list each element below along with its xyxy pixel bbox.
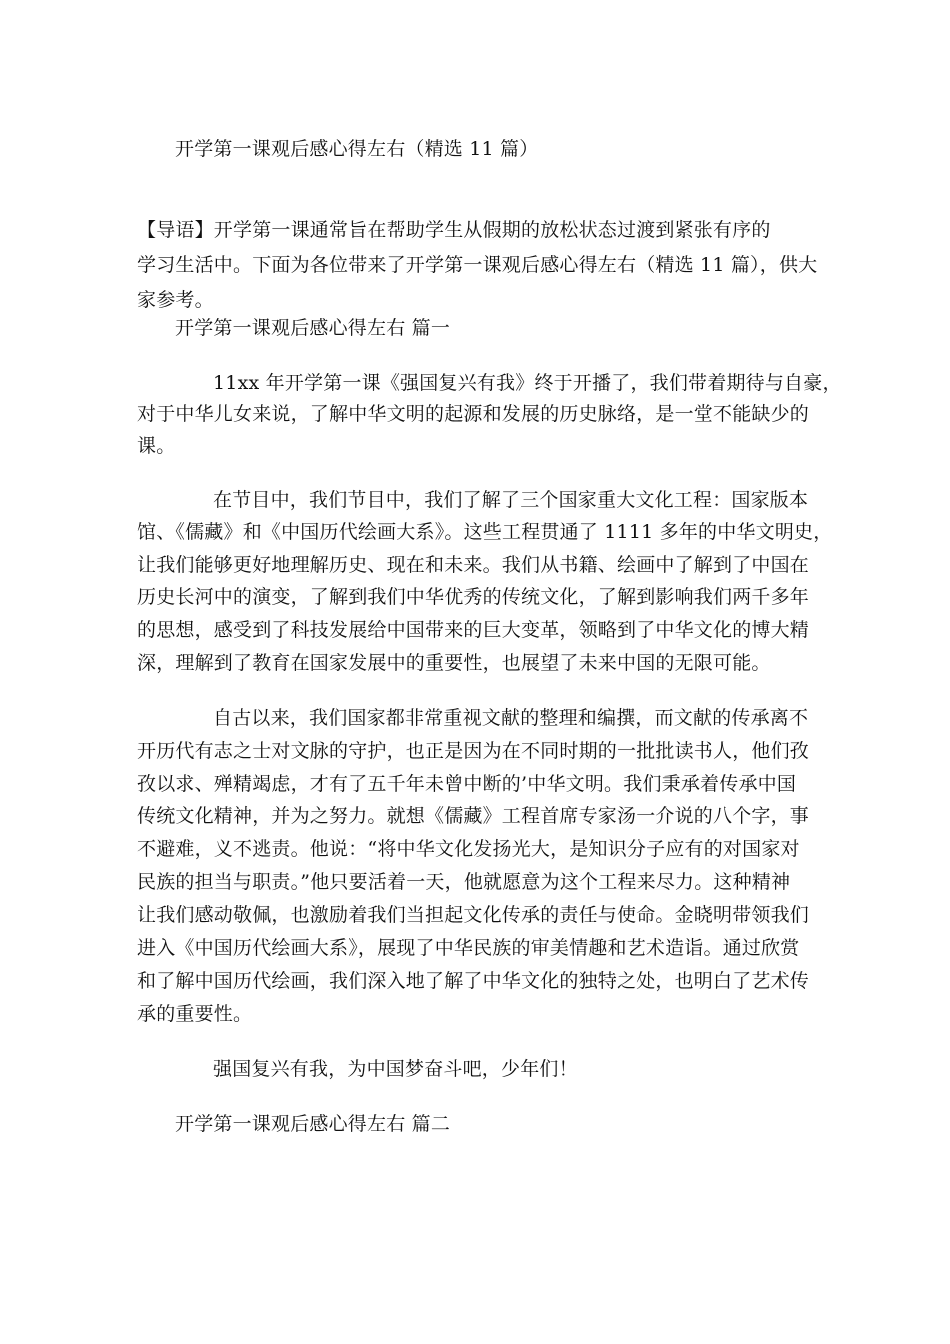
paragraph-4: 强国复兴有我，为中国梦奋斗吧，少年们！ xyxy=(213,1058,578,1080)
paragraph-line: 和了解中国历代绘画，我们深入地了解了中华文化的独特之处，也明白了艺术传 xyxy=(137,970,810,992)
section-heading-2: 开学第一课观后感心得左右 篇二 xyxy=(175,1113,451,1135)
paragraph-line: 11xx 年开学第一课《强国复兴有我》终于开播了，我们带着期待与自豪， xyxy=(213,372,842,394)
intro-line: 【导语】开学第一课通常旨在帮助学生从假期的放松状态过渡到紧张有序的 xyxy=(137,219,771,241)
paragraph-line: 自古以来，我们国家都非常重视文献的整理和编撰，而文献的传承离不 xyxy=(213,707,809,729)
paragraph-line: 的思想，感受到了科技发展给中国带来的巨大变革，领略到了中华文化的博大精 xyxy=(137,619,810,641)
paragraph-line: 孜以求、殚精竭虑，才有了五千年未曾中断的’中华文明。我们秉承着传承中国 xyxy=(137,773,797,795)
section-heading-1: 开学第一课观后感心得左右 篇一 xyxy=(175,317,451,339)
paragraph-line: 历史长河中的演变，了解到我们中华优秀的传统文化，了解到影响我们两千多年 xyxy=(137,586,810,608)
paragraph-line: 民族的担当与职责。”他只要活着一天，他就愿意为这个工程来尽力。这种精神 xyxy=(137,871,791,893)
intro-line: 学习生活中。下面为各位带来了开学第一课观后感心得左右（精选 11 篇），供大 xyxy=(137,254,818,276)
paragraph-line: 进入《中国历代绘画大系》，展现了中华民族的审美情趣和艺术造诣。通过欣赏 xyxy=(137,937,800,959)
document-title: 开学第一课观后感心得左右（精选 11 篇） xyxy=(175,138,539,160)
paragraph-line: 深，理解到了教育在国家发展中的重要性，也展望了未来中国的无限可能。 xyxy=(137,652,771,674)
paragraph-line: 开历代有志之士对文脉的守护，也正是因为在不同时期的一批批读书人，他们孜 xyxy=(137,740,810,762)
paragraph-line: 对于中华儿女来说，了解中华文明的起源和发展的历史脉络，是一堂不能缺少的 xyxy=(137,403,810,425)
paragraph-line: 让我们能够更好地理解历史、现在和未来。我们从书籍、绘画中了解到了中国在 xyxy=(137,554,810,576)
intro-line: 家参考。 xyxy=(137,289,214,311)
paragraph-line: 课。 xyxy=(137,435,176,457)
paragraph-line: 在节目中，我们节目中，我们了解了三个国家重大文化工程：国家版本 xyxy=(213,489,809,511)
paragraph-line: 让我们感动敬佩，也激励着我们当担起文化传承的责任与使命。金晓明带领我们 xyxy=(137,904,810,926)
paragraph-line: 不避难，义不逃责。他说：“将中华文化发扬光大，是知识分子应有的对国家对 xyxy=(137,838,800,860)
paragraph-line: 传统文化精神，并为之努力。就想《儒藏》工程首席专家汤一介说的八个字，事 xyxy=(137,805,810,827)
paragraph-line: 承的重要性。 xyxy=(137,1003,253,1025)
paragraph-line: 馆、《儒藏》和《中国历代绘画大系》。这些工程贯通了 1111 多年的中华文明史， xyxy=(137,521,833,543)
